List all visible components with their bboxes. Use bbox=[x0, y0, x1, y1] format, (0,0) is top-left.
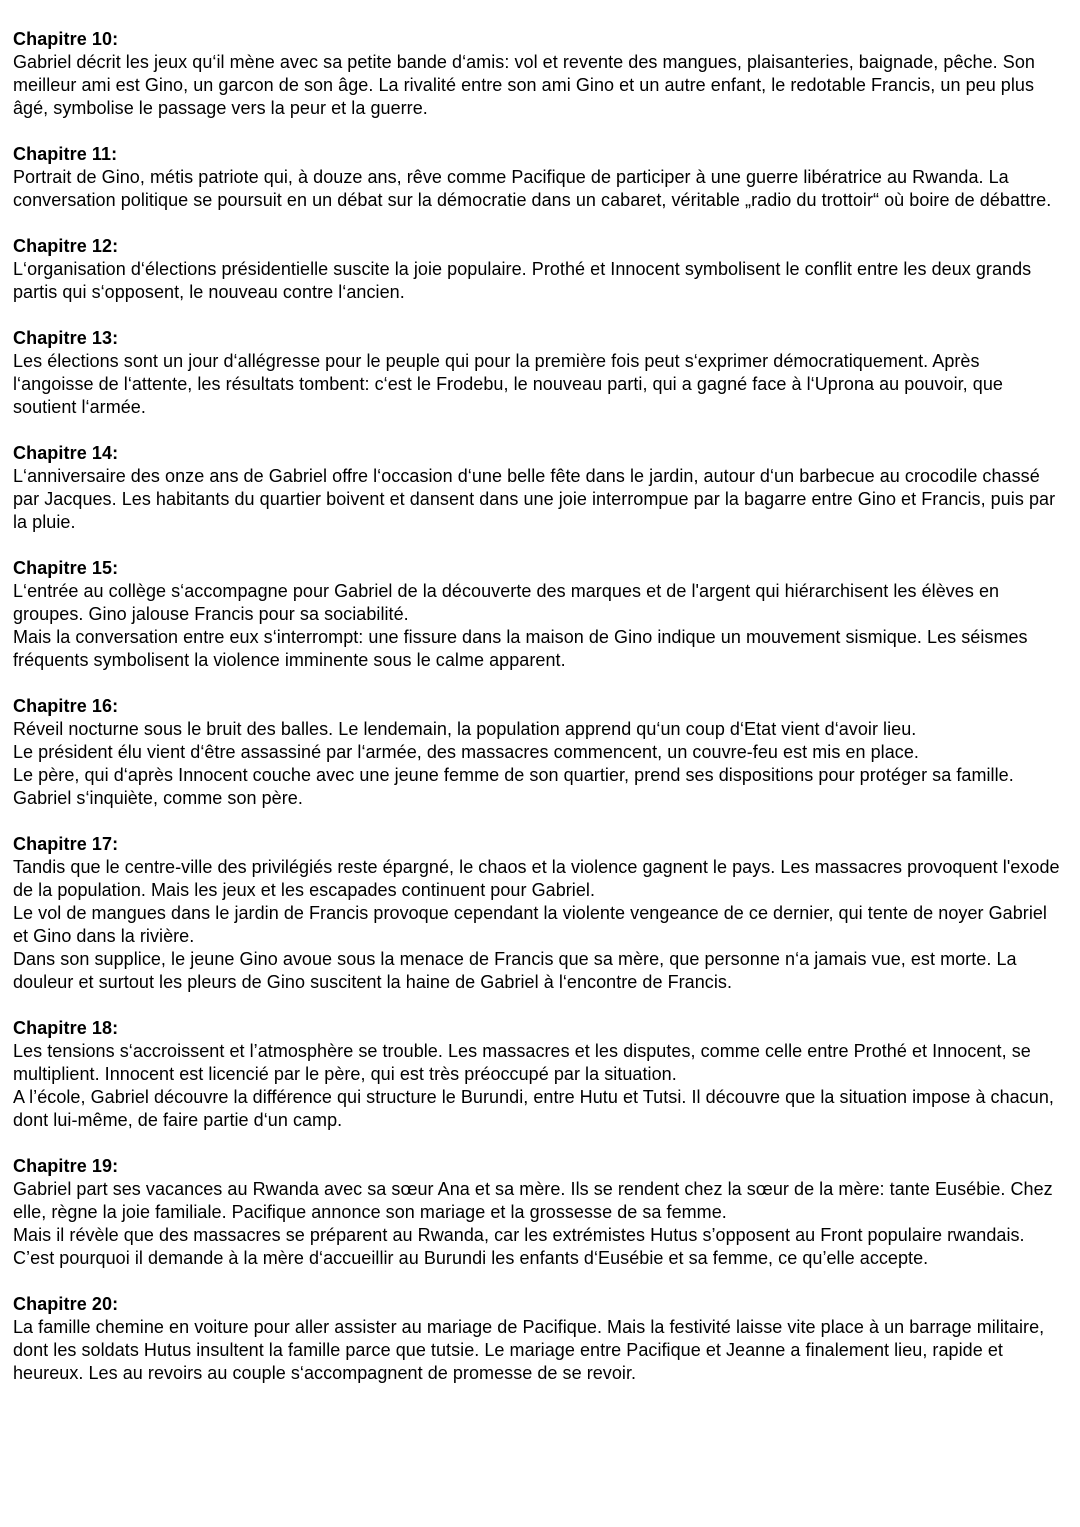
chapter-paragraph: Mais la conversation entre eux s‘interrompt: une fissure dans la maison de Gino indique un mouvement sismique. Les séismes fréquents symbolisent la violence imminente sous le calme apparent. bbox=[13, 627, 1028, 670]
chapter-paragraph: Gabriel décrit les jeux qu‘il mène avec sa petite bande d‘amis: vol et revente des mangues, plaisanteries, baignade, pêche. Son meilleur ami est Gino, un garcon de son âge. La rivalité entre son ami Gino et un autre enfant, le redotable Francis, un peu plus âgé, symbolise le passage vers la peur et la guerre. bbox=[13, 52, 1035, 118]
chapter-12 bbox=[13, 235, 1062, 304]
chapter-title: Chapitre 18: bbox=[13, 1018, 119, 1038]
chapter-paragraph: Le père, qui d‘après Innocent couche avec une jeune femme de son quartier, prend ses dispositions pour protéger sa famille. Gabriel s‘inquiète, comme son père. bbox=[13, 765, 1014, 808]
chapter-paragraph: Les élections sont un jour d‘allégresse pour le peuple qui pour la première fois peut s‘exprimer démocratiquement. Après l‘angoisse de l‘attente, les résultats tombent: c‘est le Frodebu, le nouveau parti, qui a gagné face à l‘Uprona au pouvoir, que soutient l‘armée. bbox=[13, 351, 1003, 417]
chapter-title: Chapitre 20: bbox=[13, 1294, 119, 1314]
chapter-title: Chapitre 16: bbox=[13, 696, 119, 716]
chapter-title: Chapitre 10: bbox=[13, 29, 119, 49]
chapter-10 bbox=[13, 28, 1062, 120]
chapter-19 bbox=[13, 1155, 1062, 1270]
chapter-title: Chapitre 12: bbox=[13, 236, 119, 256]
chapter-title: Chapitre 17: bbox=[13, 834, 119, 854]
chapter-paragraph: Le vol de mangues dans le jardin de Francis provoque cependant la violente vengeance de ce dernier, qui tente de noyer Gabriel et Gino dans la rivière. bbox=[13, 903, 1047, 946]
chapter-paragraph: Mais il révèle que des massacres se préparent au Rwanda, car les extrémistes Hutus s’opposent au Front populaire rwandais. C’est pourquoi il demande à la mère d‘accueillir au Burundi les enfants d‘Eusébie et sa femme, ce qu’elle accepte. bbox=[13, 1225, 1025, 1268]
chapter-paragraph: Dans son supplice, le jeune Gino avoue sous la menace de Francis que sa mère, que personne n‘a jamais vue, est morte. La douleur et surtout les pleurs de Gino suscitent la haine de Gabriel à l‘encontre de Francis. bbox=[13, 949, 1017, 992]
chapter-paragraph: Les tensions s‘accroissent et l’atmosphère se trouble. Les massacres et les disputes, comme celle entre Prothé et Innocent, se multiplient. Innocent est licencié par le père, qui est très préoccupé par la situation. bbox=[13, 1041, 1031, 1084]
chapter-11 bbox=[13, 143, 1062, 212]
chapter-18 bbox=[13, 1017, 1062, 1132]
chapter-title: Chapitre 15: bbox=[13, 558, 119, 578]
chapter-14 bbox=[13, 442, 1062, 534]
chapter-paragraph: L‘anniversaire des onze ans de Gabriel offre l‘occasion d‘une belle fête dans le jardin, autour d‘un barbecue au crocodile chassé par Jacques. Les habitants du quartier boivent et dansent dans une joie interrompue par la bagarre entre Gino et Francis, puis par la pluie. bbox=[13, 466, 1056, 532]
chapter-title: Chapitre 11: bbox=[13, 144, 118, 164]
chapter-title: Chapitre 14: bbox=[13, 443, 119, 463]
chapter-15 bbox=[13, 557, 1062, 672]
chapter-paragraph: L‘organisation d‘élections présidentielle suscite la joie populaire. Prothé et Innocent symbolisent le conflit entre les deux grands partis qui s‘opposent, le nouveau contre l‘ancien. bbox=[13, 259, 1032, 302]
chapter-title: Chapitre 13: bbox=[13, 328, 119, 348]
chapter-17 bbox=[13, 833, 1062, 994]
chapter-paragraph: Portrait de Gino, métis patriote qui, à douze ans, rêve comme Pacifique de participer à une guerre libératrice au Rwanda. La conversation politique se poursuit en un débat sur la démocratie dans un cabaret, véritable „radio du trottoir“ où boire de débattre. bbox=[13, 167, 1052, 210]
chapter-13 bbox=[13, 327, 1062, 419]
chapter-paragraph: Le président élu vient d‘être assassiné par l‘armée, des massacres commencent, un couvre-feu est mis en place. bbox=[13, 742, 919, 762]
chapter-paragraph: Tandis que le centre-ville des privilégiés reste épargné, le chaos et la violence gagnent le pays. Les massacres provoquent l'exode de la population. Mais les jeux et les escapades continuent pour Gabriel. bbox=[13, 857, 1060, 900]
chapter-20 bbox=[13, 1293, 1062, 1385]
chapter-16 bbox=[13, 695, 1062, 810]
chapter-paragraph: La famille chemine en voiture pour aller assister au mariage de Pacifique. Mais la festivité laisse vite place à un barrage militaire, dont les soldats Hutus insultent la famille parce que tutsie. Le mariage entre Pacifique et Jeanne a finalement lieu, rapide et heureux. Les au revoirs au couple s‘accompagnent de promesse de se revoir. bbox=[13, 1317, 1045, 1383]
chapter-title: Chapitre 19: bbox=[13, 1156, 119, 1176]
chapter-paragraph: Réveil nocturne sous le bruit des balles. Le lendemain, la population apprend qu‘un coup d‘Etat vient d‘avoir lieu. bbox=[13, 719, 917, 739]
chapter-paragraph: Gabriel part ses vacances au Rwanda avec sa sœur Ana et sa mère. Ils se rendent chez la sœur de la mère: tante Eusébie. Chez elle, règne la joie familiale. Pacifique annonce son mariage et la grossesse de sa femme. bbox=[13, 1179, 1053, 1222]
chapter-paragraph: A l’école, Gabriel découvre la différence qui structure le Burundi, entre Hutu et Tutsi. Il découvre que la situation impose à chacun, dont lui-même, de faire partie d‘un camp. bbox=[13, 1087, 1054, 1130]
chapter-paragraph: L‘entrée au collège s‘accompagne pour Gabriel de la découverte des marques et de l'argent qui hiérarchisent les élèves en groupes. Gino jalouse Francis pour sa sociabilité. bbox=[13, 581, 1000, 624]
